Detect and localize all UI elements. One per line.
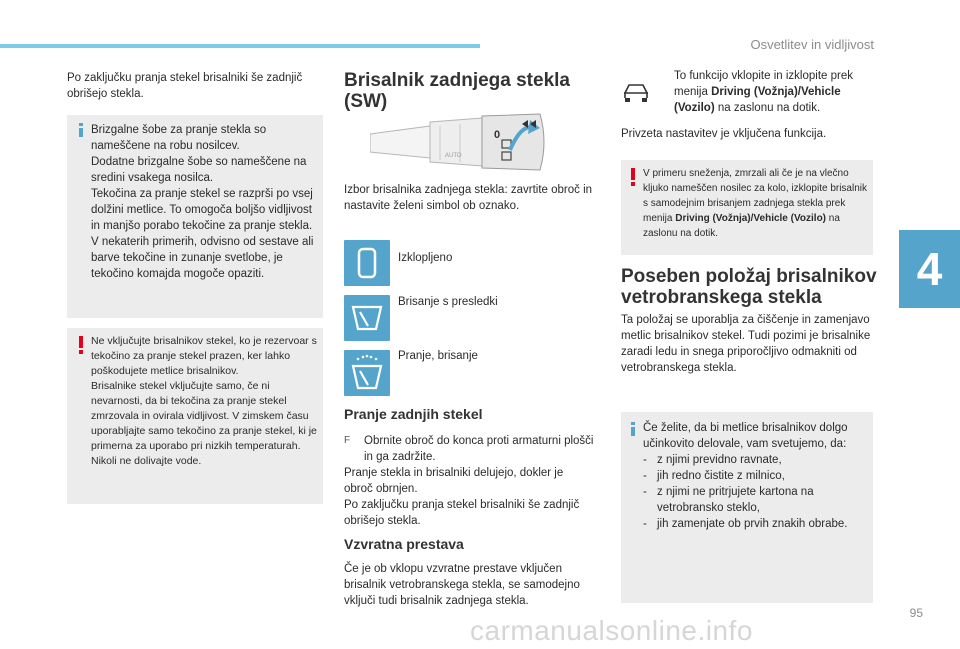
watermark: carmanualsonline.info: [470, 615, 753, 646]
bullet-symbol: -: [643, 470, 647, 482]
chapter-number: 4: [916, 243, 943, 295]
warning-line: Ne vključujte brisalnikov stekel, ko je rezervoar s tekočino za pranje stekel prazen, ker lahko poškodujete metlice brisalnikov.: [91, 335, 317, 377]
menu-note: [674, 68, 874, 116]
list-item-text: z njimi ne pritrjujete kartona na vetrobransko steklo,: [657, 486, 814, 514]
list-item: [643, 452, 871, 468]
list-item-text: z njimi previdno ravnate,: [657, 454, 782, 466]
warning-line: Brisalnike stekel vključujte samo, če ni nevarnosti, da bi tekočina za pranje stekel zmrzovala in ovirala vidljivost. V zimskem času uporabljajte samo tekočino za pranje stekel, ki je primerna za uporabo pri nizkih temperaturah.: [91, 380, 317, 452]
auto-wiper-warning-post: na zaslonu na dotik.: [643, 213, 840, 239]
menu-note-post: na zaslonu na dotik.: [717, 102, 821, 114]
info-line: Brizgalne šobe za pranje stekla so nameščene na robu nosilcev.: [91, 124, 267, 152]
rear-wiper-title: Brisalnik zadnjega stekla (SW): [344, 70, 570, 112]
rear-wash-text: Po zaključku pranja stekel brisalniki še zadnjič obrišejo stekla.: [344, 499, 580, 527]
stalk-label-zero: 0: [494, 129, 501, 141]
auto-wiper-warning-pre: V primeru sneženja, zmrzali ali če je na vlečno kljuko nameščen nosilec za kolo, izklopite brisalnik s samodejnim brisanjem zadnjega stekla prek menija: [643, 168, 867, 224]
info-box-nozzles: [67, 115, 323, 318]
list-item-text: jih redno čistite z milnico,: [657, 470, 785, 482]
bullet-symbol: -: [643, 518, 647, 530]
warning-box-auto-wiper: [621, 160, 873, 255]
rear-wash-title: Pranje zadnjih stekel: [344, 406, 483, 422]
rear-wash-text: Pranje stekla in brisalniki delujejo, dokler je obroč obrnjen.: [344, 467, 564, 495]
list-item-text: jih zamenjate ob prvih znakih obrabe.: [657, 518, 848, 530]
warning-icon: [75, 336, 87, 354]
rear-wiper-stalk-illustration: [370, 112, 550, 172]
info-icon: [627, 422, 639, 436]
rear-wash-bullet: [344, 433, 594, 465]
menu-note-menu: Driving (Vožnja)/Vehicle (Vozilo): [674, 86, 841, 114]
header-rule: [0, 44, 480, 48]
mode-label-wash: Pranje, brisanje: [398, 350, 478, 362]
default-note: Privzeta nastavitev je vključena funkcija.: [621, 128, 827, 140]
special-position-title: Poseben položaj brisalnikov vetrobranskega stekla: [621, 266, 877, 308]
blade-tips-intro: Če želite, da bi metlice brisalnikov dolgo učinkovito delovale, vam svetujemo, da:: [643, 422, 848, 450]
stalk-label-auto: AUTO: [445, 153, 462, 159]
rear-wiper-intro: Izbor brisalnika zadnjega stekla: zavrtite obroč in nastavite želeni simbol ob oznako.: [344, 184, 593, 212]
rear-wiper-intermittent-icon: [344, 295, 390, 341]
special-position-text: Ta položaj se uporablja za čiščenje in zamenjavo metlic brisalnikov stekel. Tudi pozimi je brisalnike zaradi ledu in snega priporočljivo odmakniti od vetrobranskega stekla.: [621, 314, 871, 374]
info-line: Dodatne brizgalne šobe so nameščene na sredini vsakega nosilca.: [91, 156, 307, 184]
menu-note-pre: To funkcijo vklopite in izklopite prek menija: [674, 70, 853, 98]
info-line: Tekočina za pranje stekel se razprši po vsej dolžini metlice. To omogoča boljšo vidljivost in manjšo porabo tekočine za pranje stekla.: [91, 188, 313, 232]
list-item: [643, 484, 871, 516]
car-icon: [621, 80, 651, 106]
bullet-symbol: F: [344, 435, 351, 446]
rear-wiper-wash-icon: [344, 350, 390, 396]
info-box-blades: [621, 412, 873, 603]
list-item: [643, 516, 871, 532]
list-item: [643, 468, 871, 484]
info-line: V nekaterih primerih, odvisno od sestave ali barve tekočine in zunanje svetlobe, je tekočino komajda mogoče opaziti.: [91, 236, 314, 280]
mode-label-off: Izklopljeno: [398, 252, 453, 264]
section-title: Osvetlitev in vidljivost: [750, 37, 874, 52]
bullet-symbol: -: [643, 454, 647, 466]
auto-wiper-warning-menu: Driving (Vožnja)/Vehicle (Vozilo): [675, 213, 827, 224]
warning-icon: [627, 168, 639, 186]
rear-wash-bullet-text: Obrnite obroč do konca proti armaturni plošči in ga zadržite.: [364, 435, 594, 463]
rear-wiper-off-icon: [344, 240, 390, 286]
page-number: 95: [909, 606, 923, 620]
rear-wash-block: [344, 433, 594, 529]
warning-line: Nikoli ne dolivajte vode.: [91, 455, 202, 467]
warning-box-fluid: [67, 328, 323, 504]
reverse-gear-text: Če je ob vklopu vzvratne prestave vključen brisalnik vetrobranskega stekla, se samodejno vključi tudi brisalnik zadnjega stekla.: [344, 563, 580, 607]
bullet-symbol: -: [643, 486, 647, 498]
info-icon: [75, 123, 87, 137]
col1-intro: Po zaključku pranja stekel brisalniki še zadnjič obrišejo stekla.: [67, 72, 303, 100]
reverse-gear-title: Vzvratna prestava: [344, 536, 464, 552]
mode-label-intermittent: Brisanje s presledki: [398, 296, 498, 308]
